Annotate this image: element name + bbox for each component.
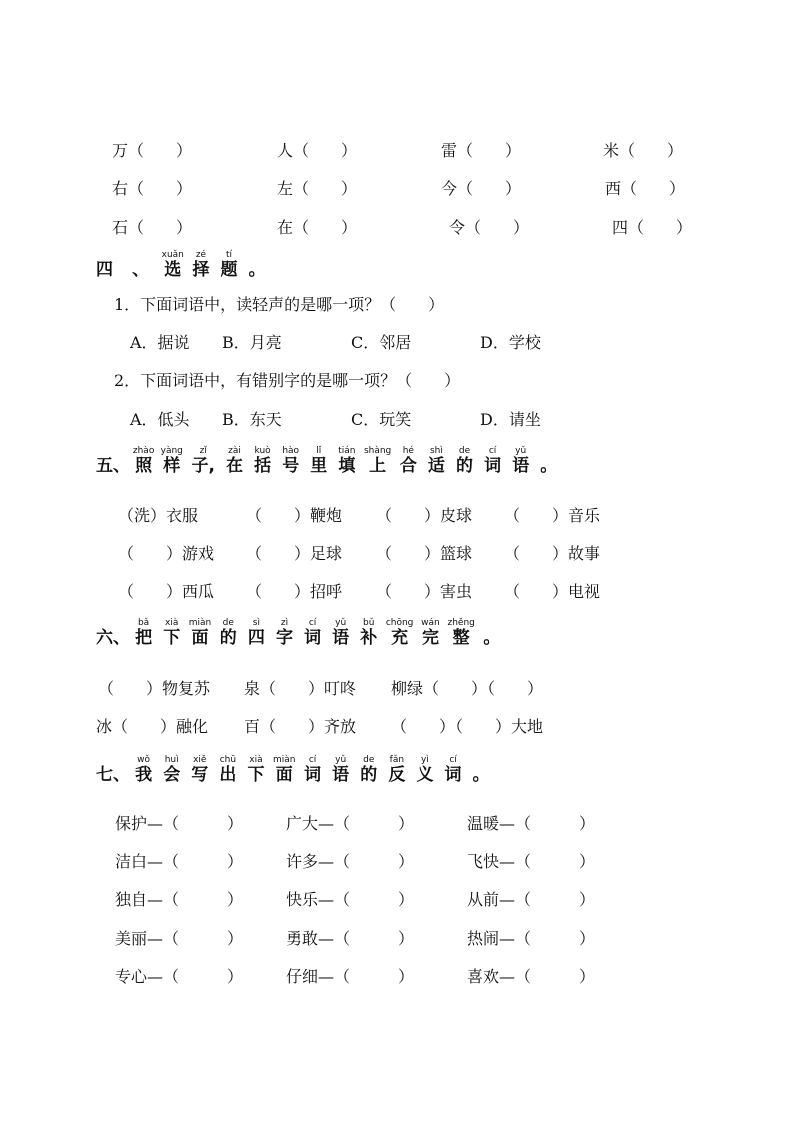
sec3-item: 在（ ） [277,218,358,237]
fill-item: （ ）招呼 [246,582,343,601]
heading-char: 适shì [427,446,445,476]
heading-char: 词cí [444,755,462,785]
fill-item: （洗）衣服 [118,506,199,525]
heading-char: 样yàng [160,446,183,476]
antonym-item: 许多—（ ） [286,852,415,871]
fill-item: （ ）西瓜 [118,582,215,601]
fill-item: （ ）游戏 [118,544,215,563]
fill-item: （ ）皮球 [376,506,473,525]
heading-char: 字zì [275,618,293,648]
heading-char: 词cí [304,755,322,785]
sec3-item: 米（ ） [603,141,684,160]
option-c: C．邻居 [351,333,412,352]
antonym-item: 美丽—（ ） [115,929,244,948]
fill-item: （ ）足球 [246,544,343,563]
heading-char: 会huì [163,755,181,785]
idiom-item: 冰（ ）融化 [96,717,209,736]
antonym-item: 喜欢—（ ） [467,967,596,986]
sec7-heading [96,755,490,785]
option-a: A．据说 [130,333,190,352]
antonym-item: 独自—（ ） [115,890,244,909]
question-2: 2．下面词语中，有错别字的是哪一项？（ ） [114,371,461,390]
antonym-item: 广大—（ ） [286,814,415,833]
heading-char: 面miàn [188,618,212,648]
heading-period: 。 [483,628,501,648]
sec3-item: 人（ ） [277,141,358,160]
idiom-item: 柳绿（ ）（ ） [391,679,544,698]
idiom-item: （ ）物复苏 [98,679,211,698]
sec3-item: 左（ ） [277,179,358,198]
fill-item: （ ）篮球 [376,544,473,563]
heading-period: 。 [472,765,490,785]
heading-char: 我wǒ [135,755,153,785]
fill-item: （ ）害虫 [376,582,473,601]
heading-char: 义yì [416,755,434,785]
antonym-item: 热闹—（ ） [467,929,596,948]
fill-item: （ ）故事 [504,544,601,563]
sec3-item: 石（ ） [112,218,193,237]
heading-char: 号hào [282,446,300,476]
heading-char: 在zài [226,446,244,476]
sec3-item: 雷（ ） [441,141,522,160]
heading-char: 面miàn [273,755,296,785]
option-b: B．月亮 [222,333,282,352]
sec4-separator: 、 [132,260,150,280]
heading-char: 出chū [219,755,237,785]
heading-char: 合hé [399,446,417,476]
heading-char: 完wán [421,618,440,648]
question-1: 1．下面词语中，读轻声的是哪一项？（ ） [114,295,445,314]
sec3-item: 四（ ） [612,218,693,237]
heading-char: 充chōng [385,618,414,648]
heading-char: 语yǔ [512,446,530,476]
heading-char: 的de [219,618,237,648]
heading-char: 四sì [247,618,265,648]
option-a: A．低头 [130,410,190,429]
heading-char: 补bǔ [360,618,378,648]
heading-char: 择zé [192,250,210,280]
sec3-item: 西（ ） [605,179,686,198]
idiom-item: 百（ ）齐放 [244,717,357,736]
heading-char: 把bǎ [135,618,153,648]
heading-char: 下xià [163,618,181,648]
heading-period: 。 [248,260,266,280]
sec7-number: 七、 [96,765,130,785]
option-d: D．请坐 [480,410,541,429]
heading-char: 语yǔ [332,618,350,648]
antonym-item: 洁白—（ ） [115,852,244,871]
fill-item: （ ）鞭炮 [246,506,343,525]
sec5-heading [96,446,557,476]
antonym-item: 保护—（ ） [115,814,244,833]
heading-char: 反fǎn [388,755,406,785]
sec4-heading [96,250,266,280]
antonym-item: 飞快—（ ） [467,852,596,871]
sec5-number: 五、 [96,456,130,476]
heading-char: 上shàng [363,446,392,476]
heading-char: 语yǔ [332,755,350,785]
heading-char: 词cí [304,618,322,648]
heading-char: 题tí [220,250,238,280]
sec3-item: 右（ ） [112,179,193,198]
fill-item: （ ）电视 [504,582,601,601]
sec6-heading [96,618,500,648]
antonym-item: 快乐—（ ） [286,890,415,909]
heading-char: 照zhào [132,446,155,476]
antonym-item: 专心—（ ） [115,967,244,986]
sec6-number: 六、 [96,628,130,648]
antonym-item: 勇敢—（ ） [286,929,415,948]
heading-char: 选xuǎn [161,250,184,280]
heading-char: 的de [456,446,473,476]
heading-char: 词cí [484,446,502,476]
antonym-item: 仔细—（ ） [286,967,415,986]
heading-char: 整zhěng [447,618,475,648]
sec3-item: 万（ ） [112,141,193,160]
option-b: B．东天 [222,410,282,429]
antonym-item: 从前—（ ） [467,890,596,909]
heading-period: 。 [540,456,558,476]
antonym-item: 温暖—（ ） [467,814,596,833]
heading-char: 写xiě [191,755,209,785]
sec4-number: 四 [96,260,113,280]
heading-char: 里lǐ [310,446,328,476]
option-c: C．玩笑 [351,410,412,429]
heading-char: 括kuò [254,446,272,476]
heading-char: 的de [360,755,378,785]
idiom-item: 泉（ ）叮咚 [244,679,357,698]
heading-char: 下xià [247,755,265,785]
sec3-item: 今（ ） [441,179,522,198]
sec3-item: 令（ ） [449,218,530,237]
idiom-item: （ ）（ ）大地 [391,717,544,736]
fill-item: （ ）音乐 [504,506,601,525]
option-d: D．学校 [480,333,541,352]
heading-char: 子,zǐ [191,446,215,476]
heading-char: 填tián [338,446,356,476]
